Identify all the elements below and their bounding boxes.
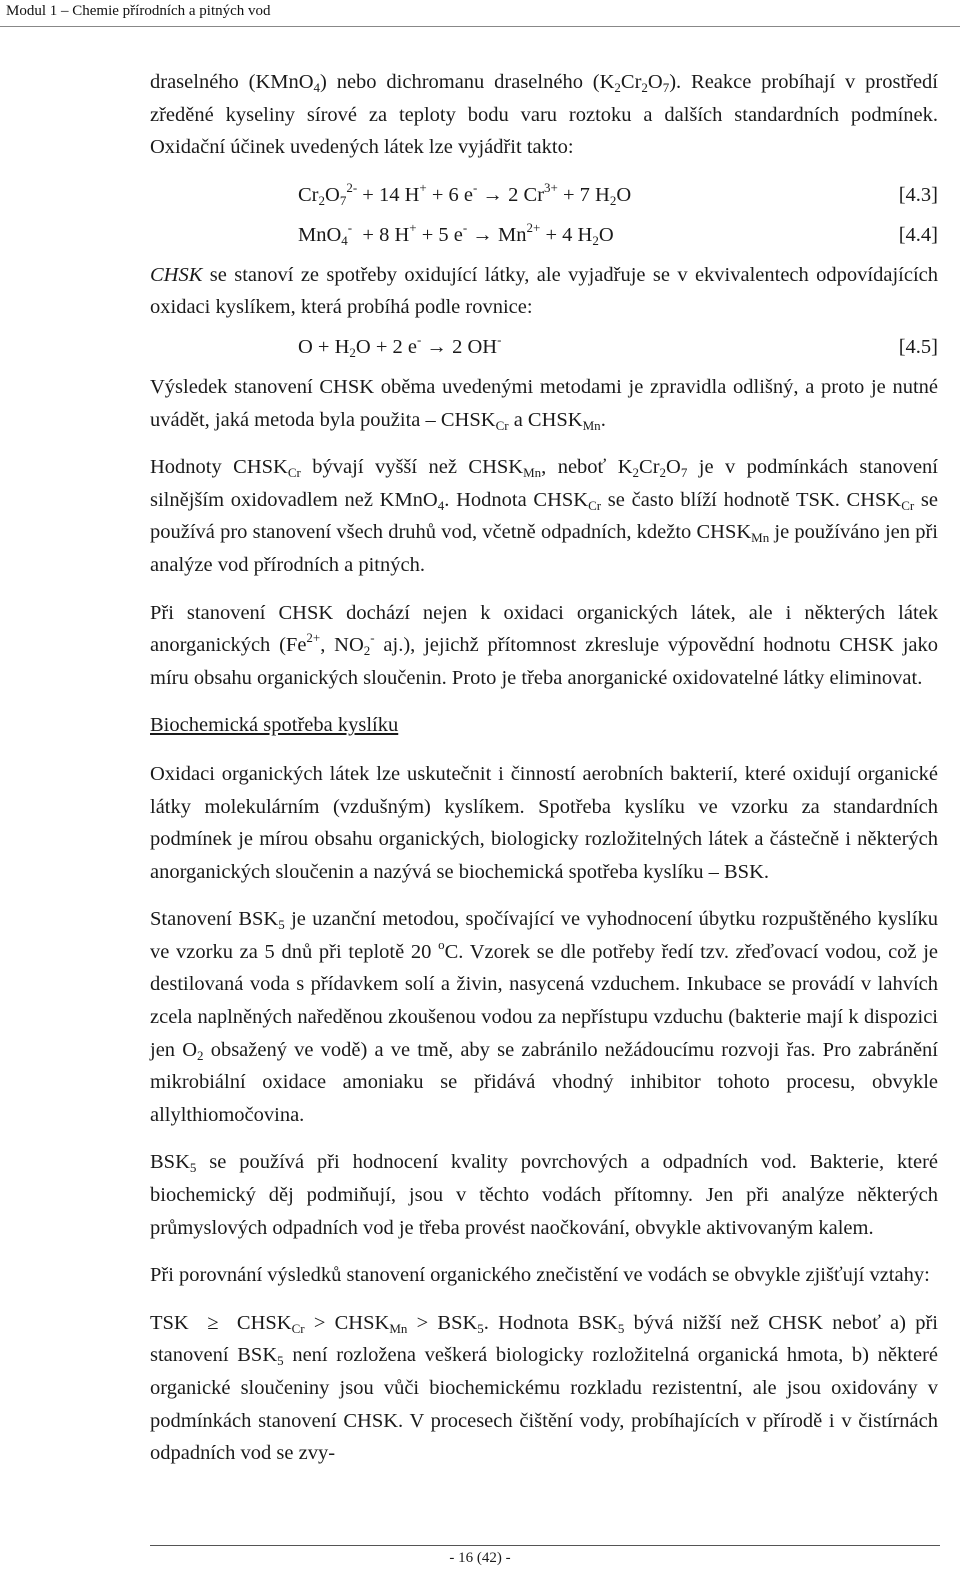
paragraph-3: Výsledek stanovení CHSK oběma uvedenými metodami je zpravidla odlišný, a proto je nutné uvádět, jaká metoda byla použita – $CHSK_{Cr}$ a $CHSK_{Mn}$. xyxy=(150,375,938,433)
paragraph-5: Při stanovení CHSK dochází nejen k oxidaci organických látek, ale i některých látek anorganických ($Fe^{2+}$, $NO_2^-$ aj.), jejichž přítomnost zkresluje výpovědní hodnotu CHSK jako míru obsahu organických sloučenin. Proto je třeba anorganické oxidovatelné látky eliminovat. xyxy=(150,601,939,689)
equation-number: [4.4] xyxy=(898,223,938,246)
section-heading: Biochemická spotřeba kyslíku xyxy=(150,714,399,737)
footer-divider xyxy=(150,1545,940,1546)
page-number: - 16 (42) - xyxy=(449,1550,511,1566)
equation-4-5 xyxy=(150,331,938,363)
paragraph-4: Hodnoty $CHSK_{Cr}$ bývají vyšší než $CHSK_{Mn}$, neboť $K_2Cr_2O_7$ je v podmínkách stanovení silnějším oxidovadlem než KMnO$_4$. Hodnota $CHSK_{Cr}$ se často blíží hodnotě TSK. $CHSK_{Cr}$ se používá pro stanovení všech druhů vod, včetně odpadních, kdežto $CHSK_{Mn}$ je používáno jen při analýze vod přírodních a pitných. xyxy=(150,456,939,576)
paragraph-2: CHSK se stanoví ze spotřeby oxidující látky, ale vyjadřuje se v ekvivalentech odpovídajících oxidaci kyslíkem, která probíhá podle rovnice: xyxy=(150,263,938,319)
paragraph-1: draselného (KMnO$_4$) nebo dichromanu draselného $(K_2Cr_2O_7)$. Reakce probíhají v prostředí zředěné kyseliny sírové za teploty bodu varu roztoku a dalších standardních podmínek. Oxidační účinek uvedených látek lze vyjádřit takto: xyxy=(150,71,938,159)
paragraph-9: Při porovnání výsledků stanovení organického znečistění ve vodách se obvykle zjišťují vztahy: xyxy=(150,1264,930,1287)
paragraph-8: $BSK_5$ se používá při hodnocení kvality povrchových a odpadních vod. Bakterie, které biochemický děj podmiňují, jsou v těchto vodách přítomny. Jen při analýze některých průmyslových odpadních vod je třeba provést naočkování, obvykle aktivovaným kalem. xyxy=(150,1151,938,1239)
equation-number: [4.5] xyxy=(898,335,938,358)
paragraph-10: TSK ≥ $CHSK_{Cr}$ > $CHSK_{Mn} > BSK_5$. Hodnota $BSK_5$ bývá nižší než CHSK neboť a) při stanovení $BSK_5$ není rozložena veškerá biologicky rozložitelná organická hmota, b) některé organické sloučeniny jsou vůči biochemickému rozkladu rezistentní, ale jsou oxidovány v podmínkách stanovení CHSK. V procesech čištění vody, probíhajících v přírodě i v čistírnách odpadních vod se zvy- xyxy=(150,1311,938,1465)
header-title: Modul 1 – Chemie přírodních a pitných vod xyxy=(6,3,271,19)
equation-4-4 xyxy=(150,219,938,251)
equation-formula: MnO$_4$- + 8 H+ + 5 $e^- \to Mn^{2+} + 4$ $H_2O$ xyxy=(298,219,614,248)
paragraph-7: Stanovení $BSK_5$ je uzanční metodou, spočívající ve vyhodnocení úbytku rozpuštěného kyslíku ve vzorku za 5 dnů při teplotě 20 $^o$C. Vzorek se dle potřeby ředí tzv. zřeďovací vodou, což je destilovaná voda s přídavkem solí a živin, nasycená vzduchem. Inkubace se provádí v lahvích zcela naplněných naředěnou zkoušenou vodou za nepřístupu vzduchu (bakterie mají k dispozici jen $O_2$ obsažený ve vodě) a ve tmě, aby se zabránilo nežádoucímu rozvoji řas. Pro zabránění mikrobiální oxidace amoniaku se přidává vhodný inhibitor tohoto procesu, obvykle allylthiomočovina. xyxy=(150,908,939,1126)
equation-formula: $O + H_2O + 2$ e- → 2 OH- xyxy=(298,331,502,360)
page-content xyxy=(150,66,938,1485)
paragraph-6: Oxidaci organických látek lze uskutečnit i činností aerobních bakterií, které oxidují organické látky molekulárním (vzdušným) kyslíkem. Spotřeba kyslíku ve vzorku za standardních podmínek je mírou obsahu organických, biologicky rozložitelných látek a částečně i některých anorganických sloučenin a nazývá se biochemická spotřeba kyslíku – BSK. xyxy=(150,762,938,883)
equation-4-3 xyxy=(150,179,938,211)
equation-formula: $Cr_2O_7^{2-} + 14$ H+ + 6 e- → 2 $Cr^{3+} + 7$ $H_2O$ xyxy=(298,179,632,208)
equation-number: [4.3] xyxy=(898,183,938,206)
page-header xyxy=(0,0,960,27)
